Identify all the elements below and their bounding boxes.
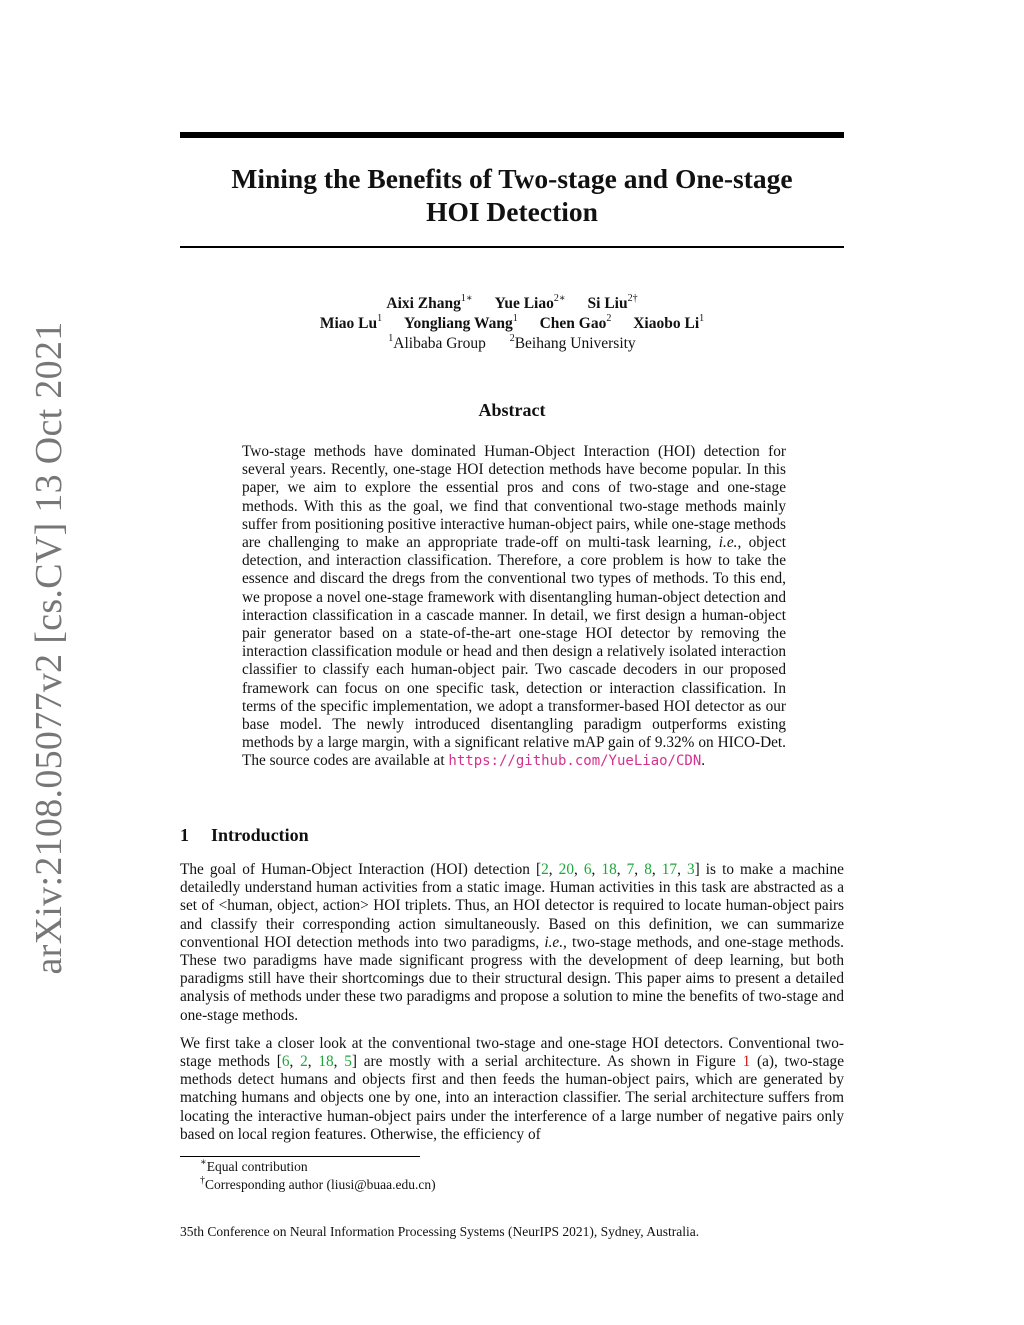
author: Si Liu$^{2\dagger}$: [587, 292, 638, 312]
author: Xiaobo Li$^1$: [633, 312, 705, 332]
author-block: [180, 294, 844, 354]
author: Aixi Zhang$^{1∗}$: [386, 292, 473, 312]
author: Yue Liao$^{2∗}$: [494, 292, 566, 312]
citation-link[interactable]: 7: [626, 861, 635, 878]
conference-note: 35th Conference on Neural Information Processing Systems (NeurIPS 2021), Sydney, Australia.: [180, 1224, 700, 1239]
footnote-equal-contribution: ∗Equal contribution: [200, 1156, 308, 1174]
title-line-2: HOI Detection: [426, 196, 598, 227]
author-line-2: [180, 314, 844, 334]
citation-link[interactable]: 3: [686, 861, 695, 878]
citation-link[interactable]: 2: [541, 861, 549, 878]
section-title: Introduction: [211, 825, 309, 845]
arxiv-stamp: arXiv:2108.05077v2 [cs.CV] 13 Oct 2021: [28, 321, 70, 975]
footnote-rule: [180, 1156, 420, 1157]
affiliation-line: [180, 334, 844, 354]
footnotes: [200, 1158, 436, 1194]
author: Miao Lu$^1$: [319, 312, 383, 332]
affiliation: $^1$Alibaba Group: [388, 332, 486, 352]
citation-link[interactable]: 6: [281, 1053, 290, 1071]
introduction-body: [180, 861, 844, 1154]
affiliation: $^2$Beihang University: [509, 332, 636, 352]
figure-reference-link[interactable]: 1: [742, 1053, 751, 1071]
intro-paragraph-1: The goal of Human-Object Interaction (HOI) detection [2, 20, 6, 18, 7, 8, 17, 3] is to make a machine detailedly understand human activities from a static image. Human activities in this task are abstracted as a set of <human, object, action> HOI triplets. Thus, an HOI detector is required to locate human-object pairs and classify their corresponding action simultaneously. Based on this definition, we can summarize conventional HOI detection methods into two paradigms, i.e., two-stage methods, and one-stage methods. These two paradigms have made significant progress with the development of deep learning, but both paradigms still have their shortcomings due to their structural design. This paper aims to present a detailed analysis of methods under these two paradigms and propose a solution to mine the benefits of two-stage and one-stage methods.: [180, 861, 845, 1024]
citation-link[interactable]: 5: [344, 1053, 352, 1071]
section-number: 1: [180, 825, 189, 845]
citation-link[interactable]: 18: [601, 861, 617, 878]
abstract-text: Two-stage methods have dominated Human-Object Interaction (HOI) detection for several years. Recently, one-stage HOI detection methods have become popular. In this paper, we aim to explore the essential pros and cons of two-stage and one-stage methods. With this as the goal, we find that conventional two-stage methods mainly suffer from positioning positive interactive human-object pairs, while one-stage methods are challenging to make an appropriate trade-off on multi-task learning, i.e., object detection, and interaction classification. Therefore, a core problem is how to take the essence and discard the dregs from the conventional two types of methods. To this end, we propose a novel one-stage framework with disentangling human-object detection and interaction classification in a cascade manner. In detail, we first design a human-object pair generator based on a state-of-the-art one-stage HOI detector by removing the interaction classification module or head and then design a relatively isolated interaction classifier to classify each human-object pair. Two cascade decoders in our proposed framework can focus on one specific task, detection or interaction classification. In terms of the specific implementation, we adopt a transformer-based HOI detector as our base model. The newly introduced disentangling paradigm outperforms existing methods by a large margin, with a significant relative mAP gain of 9.32% on HICO-Det. The source codes are available at https://github.com/YueLiao/CDN.: [242, 443, 787, 770]
author: Yongliang Wang$^1$: [404, 312, 518, 332]
section-heading: [180, 825, 309, 846]
title-line-1: Mining the Benefits of Two-stage and One-stage: [231, 163, 793, 194]
author: Chen Gao$^2$: [539, 312, 612, 332]
citation-link[interactable]: 17: [661, 861, 678, 878]
abstract-heading: Abstract: [478, 400, 546, 420]
author-line-1: [180, 294, 844, 314]
citation-link[interactable]: 20: [558, 861, 574, 878]
code-link[interactable]: https://github.com/YueLiao/CDN: [448, 753, 702, 770]
title-bottom-rule: [180, 246, 844, 248]
intro-paragraph-2: We first take a closer look at the conventional two-stage and one-stage HOI detectors. Conventional two-stage methods [6, 2, 18, 5] are mostly with a serial architecture. As shown in Figure 1 (a), two-stage methods detect humans and objects first and then feeds the human-object pairs, which are generated by matching humans and objects one by one, into an interaction classifier. The serial architecture suffers from locating the interactive human-object pairs under the interference of a large number of negative pairs only based on local region features. Otherwise, the efficiency of: [180, 1034, 844, 1143]
citation-link[interactable]: 18: [318, 1053, 334, 1071]
paper-title: [180, 162, 844, 228]
citation-link[interactable]: 6: [583, 861, 592, 878]
footnote-corresponding-author: †Corresponding author (liusi@buaa.edu.cn): [200, 1174, 436, 1192]
citation-link[interactable]: 8: [644, 861, 652, 878]
citation-link[interactable]: 2: [300, 1053, 308, 1071]
title-top-rule: [180, 132, 844, 138]
